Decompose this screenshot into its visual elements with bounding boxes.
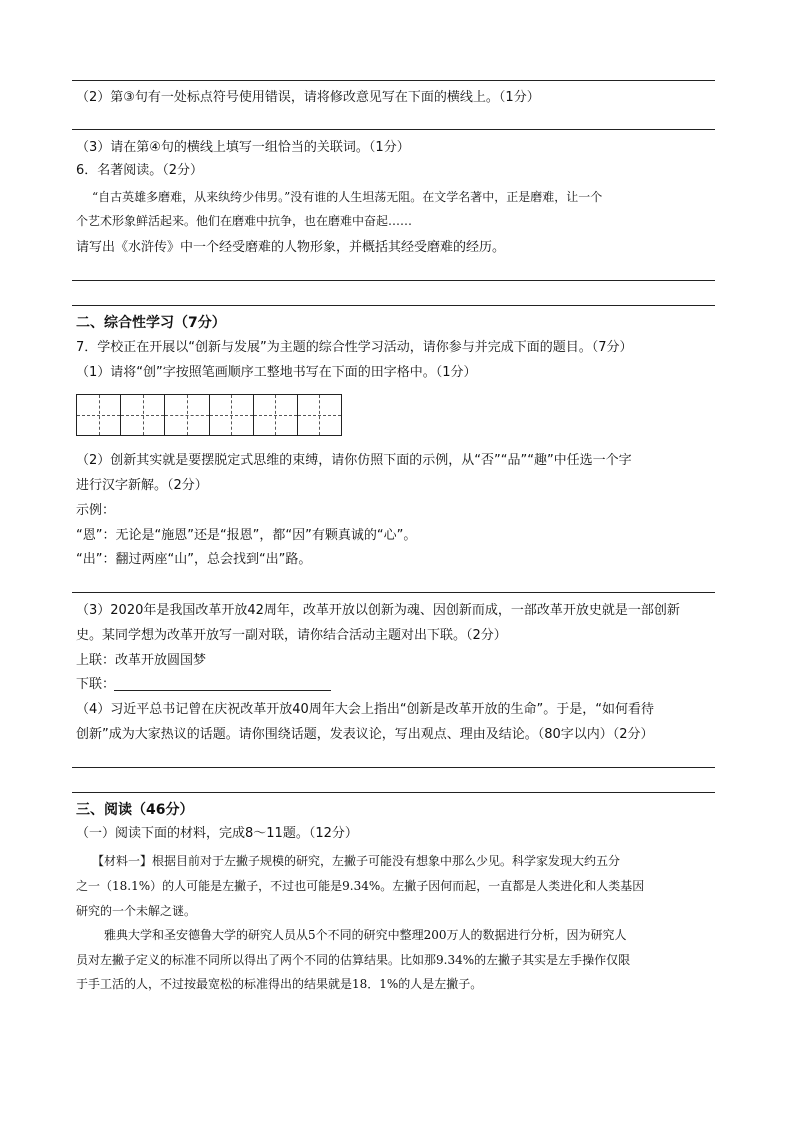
- question-7-4-line-1: （4）习近平总书记曾在庆祝改革开放40周年大会上指出“创新是改革开放的生命”。于是，“如何看待: [76, 702, 655, 717]
- answer-line: [72, 80, 715, 81]
- material-2-line-2: 员对左撇子定义的标准不同所以得出了两个不同的估算结果。比如那9.34%的左撇子其实是左手操作仅限: [76, 953, 631, 967]
- question-7-2-line-2: 进行汉字新解。（2分）: [76, 478, 208, 493]
- question-7-1: （1）请将“创”字按照笔画顺序工整地书写在下面的田字格中。（1分）: [76, 365, 477, 380]
- grid-cell[interactable]: [210, 395, 254, 435]
- question-7-2-line-1: （2）创新其实就是要摆脱定式思维的束缚，请你仿照下面的示例，从“否”“品”“趣”中任选一个字: [76, 453, 632, 468]
- example-label: 示例：: [76, 503, 116, 518]
- example-2: “出”：翻过两座“山”，总会找到“出”路。: [76, 552, 312, 567]
- upper-couplet: 上联：改革开放圆国梦: [76, 653, 207, 668]
- question-6-title: 6．名著阅读。（2分）: [76, 163, 204, 178]
- answer-line: [72, 767, 715, 768]
- answer-line: [72, 592, 715, 593]
- question-7-3-line-1: （3）2020年是我国改革开放42周年，改革开放以创新为魂、因创新而成，一部改革开放史就是一部创新: [76, 603, 680, 618]
- material-1-line-3: 研究的一个未解之谜。: [76, 904, 197, 918]
- material-2-line-3: 于手工活的人，不过按最宽松的标准得出的结果就是18．1%的人是左撇子。: [76, 977, 483, 991]
- grid-cell[interactable]: [165, 395, 209, 435]
- answer-line: [72, 792, 715, 793]
- grid-cell[interactable]: [77, 395, 121, 435]
- question-7: 7．学校正在开展以“创新与发展”为主题的综合性学习活动，请你参与并完成下面的题目。（7分）: [76, 340, 633, 355]
- tianzige-grid[interactable]: [76, 394, 342, 436]
- answer-line: [72, 280, 715, 281]
- section-3-heading: 三、阅读（46分）: [76, 802, 194, 818]
- reading-part-1: （一）阅读下面的材料，完成8～11题。（12分）: [76, 826, 358, 841]
- lower-couplet-answer-line[interactable]: [114, 690, 331, 691]
- example-1: “恩”：无论是“施恩”还是“报恩”，都“因”有颗真诚的“心”。: [76, 528, 417, 543]
- q6-quote-line-2: 个艺术形象鲜活起来。他们在磨难中抗争，也在磨难中奋起……: [76, 214, 413, 228]
- material-2-line-1: 雅典大学和圣安德鲁大学的研究人员从5个不同的研究中整理200万人的数据进行分析，因为研究人: [104, 928, 627, 942]
- section-2-heading: 二、综合性学习（7分）: [76, 315, 226, 331]
- question-5-2: （2）第③句有一处标点符号使用错误，请将修改意见写在下面的横线上。（1分）: [76, 90, 540, 105]
- material-1-line-1: 【材料一】根据目前对于左撇子规模的研究，左撇子可能没有想象中那么少见。科学家发现大约五分: [92, 854, 621, 868]
- grid-cell[interactable]: [298, 395, 341, 435]
- grid-cell[interactable]: [254, 395, 298, 435]
- material-1-line-2: 之一（18.1%）的人可能是左撇子，不过也可能是9.34%。左撇子因何而起，一直都是人类进化和人类基因: [76, 879, 645, 893]
- question-7-3-line-2: 史。某同学想为改革开放写一副对联，请你结合活动主题对出下联。（2分）: [76, 628, 507, 643]
- question-7-4-line-2: 创新”成为大家热议的话题。请你围绕话题，发表议论，写出观点、理由及结论。（80字以内）（2分）: [76, 727, 654, 742]
- answer-line: [72, 129, 715, 130]
- question-5-3: （3）请在第④句的横线上填写一组恰当的关联词。（1分）: [76, 140, 410, 155]
- q6-quote-line-1: “自古英雄多磨难，从来纨绔少伟男。”没有谁的人生坦荡无阻。在文学名著中，正是磨难，让一个: [92, 190, 603, 204]
- lower-couplet-label: 下联：: [76, 677, 116, 692]
- q6-ask: 请写出《水浒传》中一个经受磨难的人物形象，并概括其经受磨难的经历。: [76, 240, 506, 255]
- answer-line: [72, 305, 715, 306]
- grid-cell[interactable]: [121, 395, 165, 435]
